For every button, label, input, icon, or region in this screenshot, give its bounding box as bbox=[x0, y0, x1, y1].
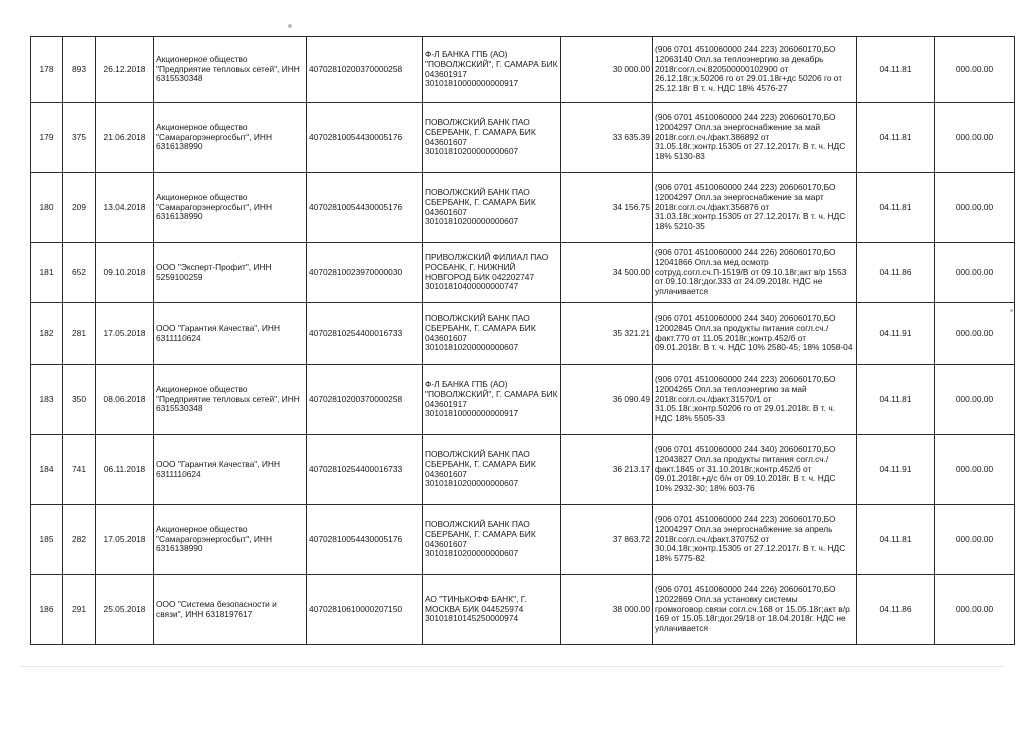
document-number: 209 bbox=[63, 173, 96, 243]
payment-purpose: (906 0701 4510060000 244 223) 206060170,БО 12063140 Опл.за теплоэнергию за декабрь 2018г.согл.сч.820500000102900 от 26.12.18г.;к.50206 го от 29.01.18г+дс 50206 го от 25.12.18г В т. ч. НДС 18% 4576-27 bbox=[653, 37, 857, 103]
payment-date: 26.12.2018 bbox=[96, 37, 154, 103]
scan-speck bbox=[1010, 309, 1013, 312]
payment-purpose: (906 0701 4510060000 244 226) 206060170,БО 12022869 Опл.за установку системы громкоговор.связи согл.сч.168 от 15.05.18г;акт в/р 169 от 15.05.18г;дог.29/18 от 18.04.2018г. НДС не уплачивается bbox=[653, 575, 857, 645]
document-number: 375 bbox=[63, 103, 96, 173]
table-row bbox=[31, 435, 1015, 505]
payee-account: 40702810054430005176 bbox=[307, 103, 423, 173]
row-number: 183 bbox=[31, 365, 63, 435]
amount-code: 000.00.00 bbox=[935, 103, 1015, 173]
payee: ООО "Гарантия Качества", ИНН 6311110624 bbox=[154, 303, 307, 365]
payee-account: 40702810254400016733 bbox=[307, 435, 423, 505]
payment-purpose: (906 0701 4510060000 244 223) 206060170,БО 12004297 Опл.за энергоснабжение за май 2018г.согл.сч./факт.386892 от 31.05.18г.;контр.15305 от 27.12.2017г. В т. ч. НДС 18% 5130-83 bbox=[653, 103, 857, 173]
amount-code: 000.00.00 bbox=[935, 173, 1015, 243]
document-number: 652 bbox=[63, 243, 96, 303]
payment-date: 17.05.2018 bbox=[96, 505, 154, 575]
payment-purpose: (906 0701 4510060000 244 223) 206060170,БО 12004297 Опл.за энергоснабжение за апрель 2018г.согл.сч./факт.370752 от 30.04.18г.;контр.15305 от 27.12.2017г. В т. ч. НДС 18% 5775-82 bbox=[653, 505, 857, 575]
amount-code: 000.00.00 bbox=[935, 435, 1015, 505]
budget-code: 04.11.91 bbox=[857, 303, 935, 365]
payee-bank: ПОВОЛЖСКИЙ БАНК ПАО СБЕРБАНК, Г. САМАРА БИК 043601607 30101810200000000607 bbox=[423, 173, 561, 243]
payee-bank: Ф-Л БАНКА ГПБ (АО) "ПОВОЛЖСКИЙ", Г. САМАРА БИК 043601917 30101810000000000917 bbox=[423, 365, 561, 435]
table-row bbox=[31, 303, 1015, 365]
budget-code: 04.11.86 bbox=[857, 575, 935, 645]
amount-code: 000.00.00 bbox=[935, 505, 1015, 575]
payee-account: 40702810610000207150 bbox=[307, 575, 423, 645]
payment-registry-table bbox=[30, 36, 1015, 645]
payee: ООО "Система безопасности и связи", ИНН 6318197617 bbox=[154, 575, 307, 645]
budget-code: 04.11.81 bbox=[857, 37, 935, 103]
document-number: 741 bbox=[63, 435, 96, 505]
payee: Акционерное общество "Самарагорэнергосбыт", ИНН 6316138990 bbox=[154, 173, 307, 243]
budget-code: 04.11.81 bbox=[857, 505, 935, 575]
payee-account: 40702810254400016733 bbox=[307, 303, 423, 365]
payment-sum: 35 321.21 bbox=[561, 303, 653, 365]
payment-sum: 30 000.00 bbox=[561, 37, 653, 103]
document-number: 291 bbox=[63, 575, 96, 645]
payee-account: 40702810200370000258 bbox=[307, 37, 423, 103]
payment-date: 08.06.2018 bbox=[96, 365, 154, 435]
amount-code: 000.00.00 bbox=[935, 303, 1015, 365]
payee-account: 40702810200370000258 bbox=[307, 365, 423, 435]
payment-purpose: (906 0701 4510060000 244 340) 206060170,БО 12002845 Опл.за продукты питания согл.сч./факт.770 от 11.05.2018г.;контр.452/б от 09.01.2018г. В т. ч. НДС 10% 2580-45; 18% 1058-04 bbox=[653, 303, 857, 365]
table-row bbox=[31, 575, 1015, 645]
payment-purpose: (906 0701 4510060000 244 340) 206060170,БО 12043827 Опл.за продукты питания согл.сч./факт.1845 от 31.10.2018г.;контр.452/б от 09.01.2018г.+д/с б/н от 09.10.2018г. В т. ч. НДС 10% 2932-30; 18% 603-76 bbox=[653, 435, 857, 505]
payment-date: 13.04.2018 bbox=[96, 173, 154, 243]
payment-sum: 37 863.72 bbox=[561, 505, 653, 575]
amount-code: 000.00.00 bbox=[935, 365, 1015, 435]
payee-bank: Ф-Л БАНКА ГПБ (АО) "ПОВОЛЖСКИЙ", Г. САМАРА БИК 043601917 30101810000000000917 bbox=[423, 37, 561, 103]
amount-code: 000.00.00 bbox=[935, 575, 1015, 645]
payee: Акционерное общество "Самарагорэнергосбыт", ИНН 6316138990 bbox=[154, 103, 307, 173]
row-number: 184 bbox=[31, 435, 63, 505]
payment-date: 09.10.2018 bbox=[96, 243, 154, 303]
table-row bbox=[31, 365, 1015, 435]
budget-code: 04.11.91 bbox=[857, 435, 935, 505]
row-number: 180 bbox=[31, 173, 63, 243]
row-number: 181 bbox=[31, 243, 63, 303]
table-row bbox=[31, 103, 1015, 173]
payee-bank: АО "ТИНЬКОФФ БАНК", Г. МОСКВА БИК 044525974 30101810145250000974 bbox=[423, 575, 561, 645]
payee-bank: ПОВОЛЖСКИЙ БАНК ПАО СБЕРБАНК, Г. САМАРА БИК 043601607 30101810200000000607 bbox=[423, 303, 561, 365]
page-fold-line bbox=[20, 666, 1004, 667]
payment-date: 21.06.2018 bbox=[96, 103, 154, 173]
document-number: 893 bbox=[63, 37, 96, 103]
row-number: 178 bbox=[31, 37, 63, 103]
row-number: 182 bbox=[31, 303, 63, 365]
amount-code: 000.00.00 bbox=[935, 37, 1015, 103]
payment-sum: 34 500.00 bbox=[561, 243, 653, 303]
payee: Акционерное общество "Предприятие тепловых сетей", ИНН 6315530348 bbox=[154, 37, 307, 103]
payee-bank: ПОВОЛЖСКИЙ БАНК ПАО СБЕРБАНК, Г. САМАРА БИК 043601607 30101810200000000607 bbox=[423, 505, 561, 575]
payee-account: 40702810054430005176 bbox=[307, 505, 423, 575]
budget-code: 04.11.86 bbox=[857, 243, 935, 303]
budget-code: 04.11.81 bbox=[857, 365, 935, 435]
payment-sum: 36 090.49 bbox=[561, 365, 653, 435]
payment-sum: 33 635.39 bbox=[561, 103, 653, 173]
table-row bbox=[31, 243, 1015, 303]
row-number: 185 bbox=[31, 505, 63, 575]
payee-account: 40702810023970000030 bbox=[307, 243, 423, 303]
document-number: 350 bbox=[63, 365, 96, 435]
payee-bank: ПРИВОЛЖСКИЙ ФИЛИАЛ ПАО РОСБАНК, Г. НИЖНИЙ НОВГОРОД БИК 042202747 30101810400000000747 bbox=[423, 243, 561, 303]
table-row bbox=[31, 173, 1015, 243]
row-number: 186 bbox=[31, 575, 63, 645]
payment-date: 17.05.2018 bbox=[96, 303, 154, 365]
document-number: 281 bbox=[63, 303, 96, 365]
payment-purpose: (906 0701 4510060000 244 223) 206060170,БО 12004297 Опл.за энергоснабжение за март 2018г.согл.сч./факт.356876 от 31.03.18г.;контр.15305 от 27.12.2017г. В т. ч. НДС 18% 5210-35 bbox=[653, 173, 857, 243]
payment-purpose: (906 0701 4510060000 244 223) 206060170,БО 12004265 Опл.за теплоэнергию за май 2018г.согл.сч./факт.31570/1 от 31.05.18г.;контр.50206 го от 29.01.2018г. В т. ч. НДС 18% 5505-33 bbox=[653, 365, 857, 435]
table-body bbox=[31, 37, 1015, 645]
payee: ООО "Эксперт-Профит", ИНН 5259100259 bbox=[154, 243, 307, 303]
payment-date: 06.11.2018 bbox=[96, 435, 154, 505]
scan-speck bbox=[288, 24, 292, 28]
table-row bbox=[31, 37, 1015, 103]
table-row bbox=[31, 505, 1015, 575]
payment-sum: 36 213.17 bbox=[561, 435, 653, 505]
row-number: 179 bbox=[31, 103, 63, 173]
payee: Акционерное общество "Самарагорэнергосбыт", ИНН 6316138990 bbox=[154, 505, 307, 575]
payee-account: 40702810054430005176 bbox=[307, 173, 423, 243]
payee-bank: ПОВОЛЖСКИЙ БАНК ПАО СБЕРБАНК, Г. САМАРА БИК 043601607 30101810200000000607 bbox=[423, 435, 561, 505]
payment-date: 25.05.2018 bbox=[96, 575, 154, 645]
amount-code: 000.00.00 bbox=[935, 243, 1015, 303]
document-number: 282 bbox=[63, 505, 96, 575]
payment-purpose: (906 0701 4510060000 244 226) 206060170,БО 12041866 Опл.за мед.осмотр сотруд.согл.сч.П-1519/В от 09.10.18г;акт в/р 1553 от 09.10.18г;дог.333 от 24.09.2018г. НДС не уплачивается bbox=[653, 243, 857, 303]
budget-code: 04.11.81 bbox=[857, 103, 935, 173]
payee: Акционерное общество "Предприятие тепловых сетей", ИНН 6315530348 bbox=[154, 365, 307, 435]
payee: ООО "Гарантия Качества", ИНН 6311110624 bbox=[154, 435, 307, 505]
payment-sum: 38 000.00 bbox=[561, 575, 653, 645]
payment-sum: 34 156.75 bbox=[561, 173, 653, 243]
budget-code: 04.11.81 bbox=[857, 173, 935, 243]
payee-bank: ПОВОЛЖСКИЙ БАНК ПАО СБЕРБАНК, Г. САМАРА БИК 043601607 30101810200000000607 bbox=[423, 103, 561, 173]
